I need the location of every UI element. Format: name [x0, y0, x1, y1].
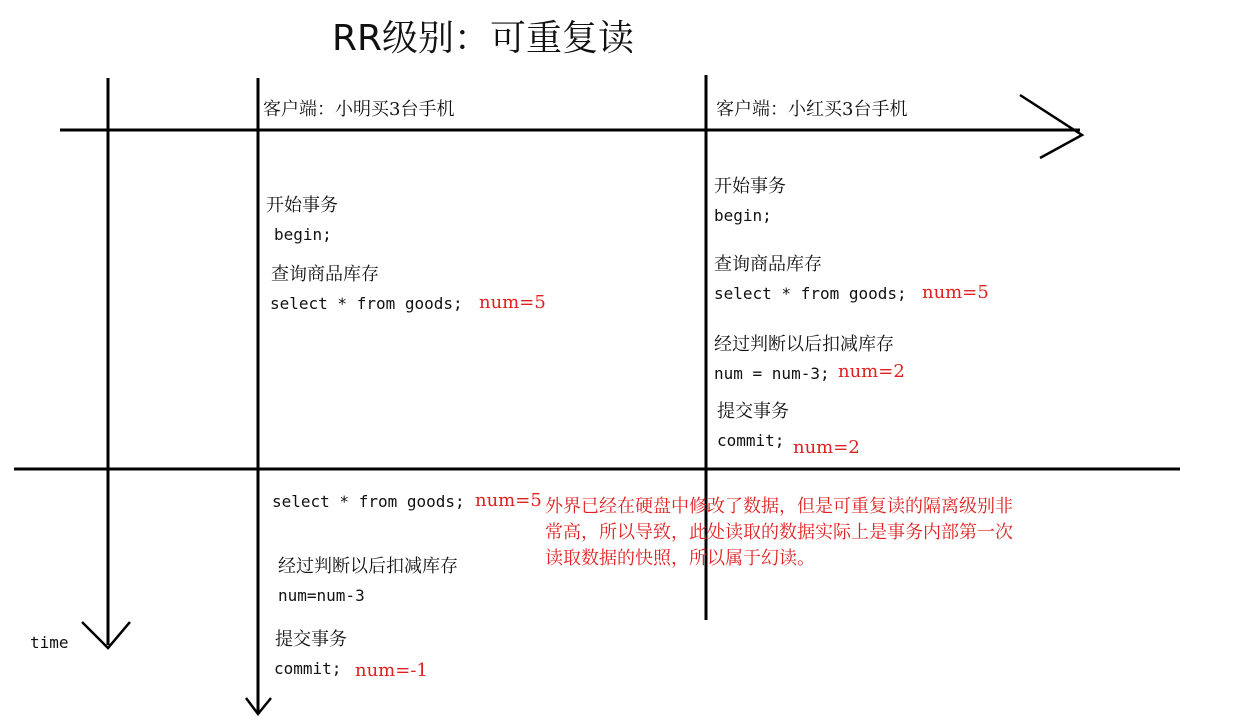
top-axis-arrowhead: [1020, 95, 1082, 158]
client-b-query-label: 查询商品库存: [714, 254, 822, 275]
time-axis-arrowhead: [82, 622, 130, 648]
client-a-begin: begin;: [274, 225, 332, 244]
client-b-deduct-sql: num = num-3;: [714, 364, 830, 383]
client-a-deduct-sql: num=num-3: [278, 586, 365, 605]
client-b-commit-sql: commit;: [717, 431, 785, 450]
snapshot-read-note: 外界已经在硬盘中修改了数据，但是可重复读的隔离级别非常高，所以导致，此处读取的数据实际上是事务内部第一次读取数据的快照，所以属于幻读。: [545, 496, 1013, 569]
client-a-query-sql: select * from goods;: [270, 294, 463, 313]
client-a-commit-label: 提交事务: [275, 629, 347, 650]
client-a-start-tx: 开始事务: [266, 195, 338, 216]
client-a-second-query-sql: select * from goods;: [272, 492, 465, 511]
client-b-header: 客户端：小红买3台手机: [716, 99, 908, 120]
client-a-commit-sql: commit;: [274, 659, 342, 678]
client-a-deduct-label: 经过判断以后扣减库存: [278, 556, 458, 577]
client-b-query-result: num=5: [922, 282, 989, 303]
client-a-second-query-result: num=5: [475, 490, 542, 511]
time-label: time: [30, 633, 69, 652]
client-b-commit-result: num=2: [793, 437, 860, 458]
client-b-deduct-label: 经过判断以后扣减库存: [714, 334, 894, 355]
client-a-query-label: 查询商品库存: [271, 264, 379, 285]
client-b-deduct-result: num=2: [838, 361, 905, 382]
client-b-begin: begin;: [714, 206, 772, 225]
client-b-start-tx: 开始事务: [714, 176, 786, 197]
page-title: RR级别：可重复读: [332, 18, 635, 59]
client-b-commit-label: 提交事务: [717, 401, 789, 422]
client-a-header: 客户端：小明买3台手机: [263, 99, 455, 120]
client-b-query-sql: select * from goods;: [714, 284, 907, 303]
client-a-query-result: num=5: [479, 292, 546, 313]
client-a-commit-result: num=-1: [355, 660, 428, 681]
